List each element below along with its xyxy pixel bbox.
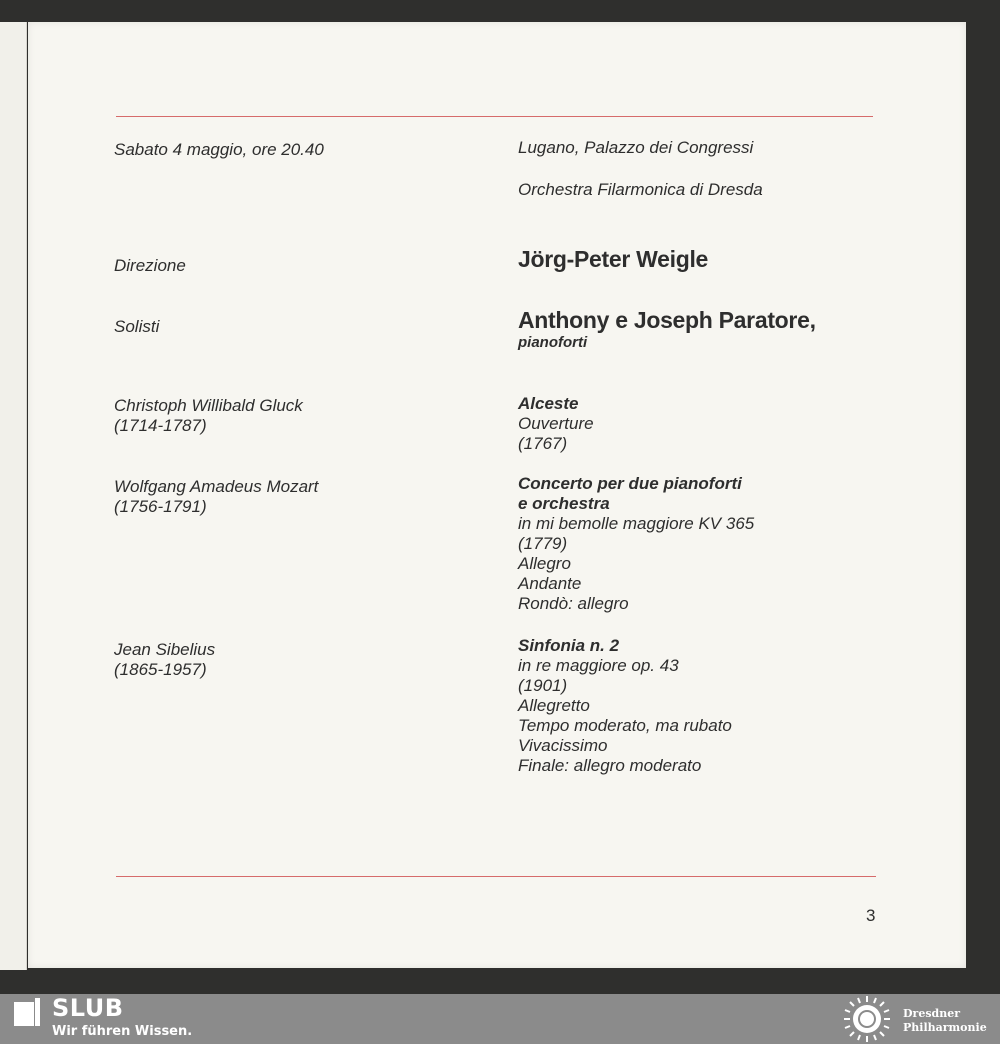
work-detail: Allegro [518,554,571,573]
philharmonie-logo-icon [840,994,894,1044]
composer-name: Christoph Willibald Gluck [114,396,303,415]
orchestra: Orchestra Filarmonica di Dresda [518,180,763,199]
top-rule [116,116,873,117]
soloists-instrument: pianoforti [518,334,588,351]
work-detail: in mi bemolle maggiore KV 365 [518,514,755,533]
composer-dates: (1865-1957) [114,660,207,679]
work-detail: Vivacissimo [518,736,608,755]
partner-name [903,1007,987,1035]
library-tagline: Wir führen Wissen. [52,1024,193,1039]
composer-name: Wolfgang Amadeus Mozart [114,477,319,496]
work-detail: Allegretto [518,696,590,715]
work-title: e orchestra [518,494,610,513]
work-detail: Andante [518,574,582,593]
work-detail: Ouverture [518,414,594,433]
work-detail: (1901) [518,676,568,695]
composer-sibelius [114,640,215,680]
work-detail: in re maggiore op. 43 [518,656,679,675]
footer-bar [0,994,1000,1044]
slub-logo-icon [14,998,40,1028]
soloists-names: Anthony e Joseph Paratore, [518,307,816,333]
composer-mozart [114,477,318,517]
facing-page-edge [0,22,27,970]
venue: Lugano, Palazzo dei Congressi [518,138,754,157]
partner-name-line2: Philharmonie [903,1021,987,1034]
work-detail: Rondò: allegro [518,594,629,613]
work-sinfonia [518,636,732,776]
work-title: Sinfonia n. 2 [518,636,620,655]
work-concerto [518,474,754,614]
library-name: SLUB [52,994,124,1022]
program-page [28,22,966,968]
conductor-name: Jörg-Peter Weigle [518,246,709,272]
work-detail: (1779) [518,534,568,553]
work-detail: (1767) [518,434,568,453]
work-detail: Tempo moderato, ma rubato [518,716,732,735]
composer-dates: (1756-1791) [114,497,207,516]
work-alceste [518,394,594,454]
work-detail: Finale: allegro moderato [518,756,702,775]
composer-gluck [114,396,303,436]
bottom-rule [116,876,876,877]
partner-name-line1: Dresdner [903,1007,961,1020]
solisti-label: Solisti [114,317,160,336]
work-title: Concerto per due pianoforti [518,474,742,493]
composer-name: Jean Sibelius [114,640,216,659]
composer-dates: (1714-1787) [114,416,207,435]
soloists-block [518,307,816,353]
direzione-label: Direzione [114,256,186,275]
concert-date: Sabato 4 maggio, ore 20.40 [114,140,324,159]
page-number: 3 [866,906,876,925]
work-title: Alceste [518,394,579,413]
